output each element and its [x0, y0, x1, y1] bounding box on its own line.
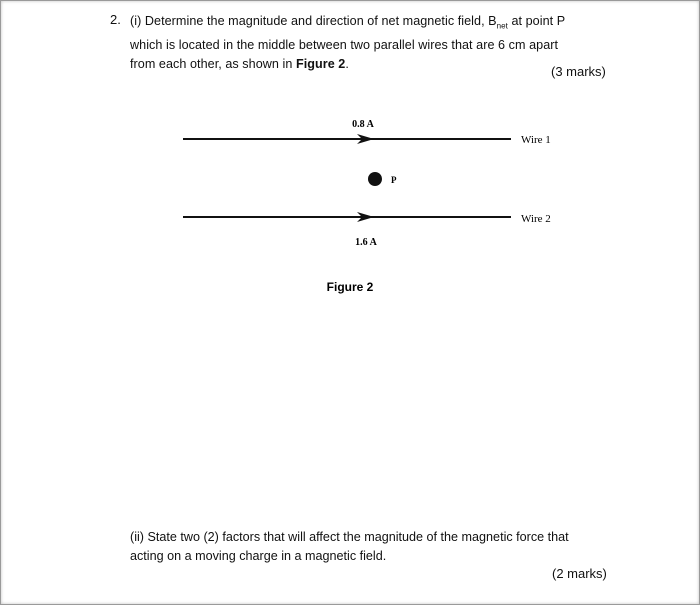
part-i-line-3-prefix: from each other, as shown in — [130, 56, 296, 71]
wire-1-label: Wire 1 — [521, 134, 551, 146]
part-i-line-1-suffix: at point P — [507, 14, 566, 28]
b-net-subscript: net — [496, 21, 508, 31]
part-i-line-3-suffix: . — [345, 56, 349, 71]
point-p-marker — [368, 172, 382, 186]
part-ii-line-2: acting on a moving charge in a magnetic field. — [130, 548, 387, 563]
part-ii-marks: (2 marks) — [552, 566, 607, 581]
figure-caption: Figure 2 — [326, 280, 374, 294]
part-i-marks: (3 marks) — [551, 64, 606, 79]
question-number: 2. — [110, 12, 121, 27]
part-i-line-2: which is located in the middle between two parallel wires that are 6 cm apart — [130, 38, 559, 53]
part-i-line-1-prefix: (i) Determine the magnitude and direction of net magnetic field, B — [130, 14, 497, 28]
figure-reference: Figure 2 — [295, 56, 346, 71]
point-p-label: P — [391, 175, 397, 185]
wire-2-label: Wire 2 — [521, 213, 551, 225]
wire-1-current-label: 0.8 A — [352, 119, 374, 130]
wire-2-current-label: 1.6 A — [355, 237, 377, 248]
part-ii-line-1: (ii) State two (2) factors that will affect the magnitude of the magnetic force that — [130, 530, 569, 544]
question-part-ii-text — [130, 528, 620, 565]
